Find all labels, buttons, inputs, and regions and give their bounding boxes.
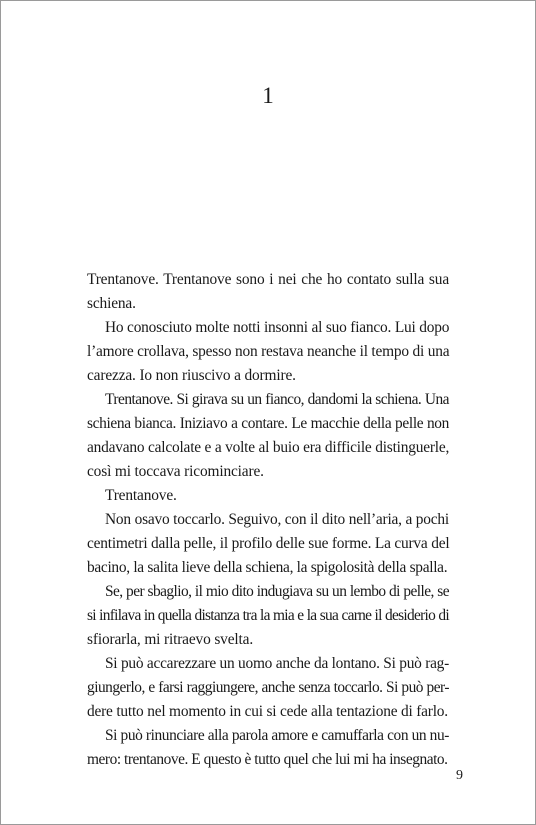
text-line: Trentanove. Si girava su un fianco, dandomi la schiena. Una (105, 391, 449, 408)
page-number: 9 (456, 768, 463, 783)
text-line: giungerlo, e farsi raggiungere, anche senza toccarlo. Si può per- (87, 679, 449, 696)
text-line: così mi toccava ricominciare. (87, 463, 264, 480)
text-line: Non osavo toccarlo. Seguivo, con il dito nell’aria, a pochi (105, 511, 449, 528)
text-line: andavano calcolate e a volte al buio era difficile distinguerle, (87, 439, 450, 456)
text-line: centimetri dalla pelle, il profilo delle sue forme. La curva del (87, 535, 450, 552)
text-line: l’amore crollava, spesso non restava neanche il tempo di una (87, 343, 450, 360)
text-line: dere tutto nel momento in cui si cede alla tentazione di farlo. (87, 703, 448, 720)
text-line: Si può accarezzare un uomo anche da lontano. Si può rag- (105, 655, 449, 672)
text-line: carezza. Io non riuscivo a dormire. (87, 367, 296, 384)
text-line: Trentanove. Trentanove sono i nei che ho contato sulla sua (87, 271, 449, 288)
text-line: mero: trentanove. E questo è tutto quel che lui mi ha insegnato. (87, 751, 448, 768)
text-line: schiena bianca. Iniziavo a contare. Le macchie della pelle non (87, 415, 449, 432)
text-line: Si può rinunciare alla parola amore e camuffarla con un nu- (105, 727, 449, 744)
text-line: Ho conosciuto molte notti insonni al suo fianco. Lui dopo (105, 319, 450, 336)
text-line: Se, per sbaglio, il mio dito indugiava su un lembo di pelle, se (105, 583, 449, 600)
text-line: bacino, la salita lieve della schiena, la spigolosità della spalla. (87, 559, 448, 576)
chapter-number: 1 (262, 83, 274, 108)
text-line: schiena. (87, 295, 136, 312)
text-line: si infilava in quella distanza tra la mia e la sua carne il desiderio di (87, 607, 449, 624)
body-text (87, 268, 449, 772)
text-line: sfiorarla, mi ritraevo svelta. (87, 631, 254, 648)
text-line: Trentanove. (105, 487, 177, 504)
